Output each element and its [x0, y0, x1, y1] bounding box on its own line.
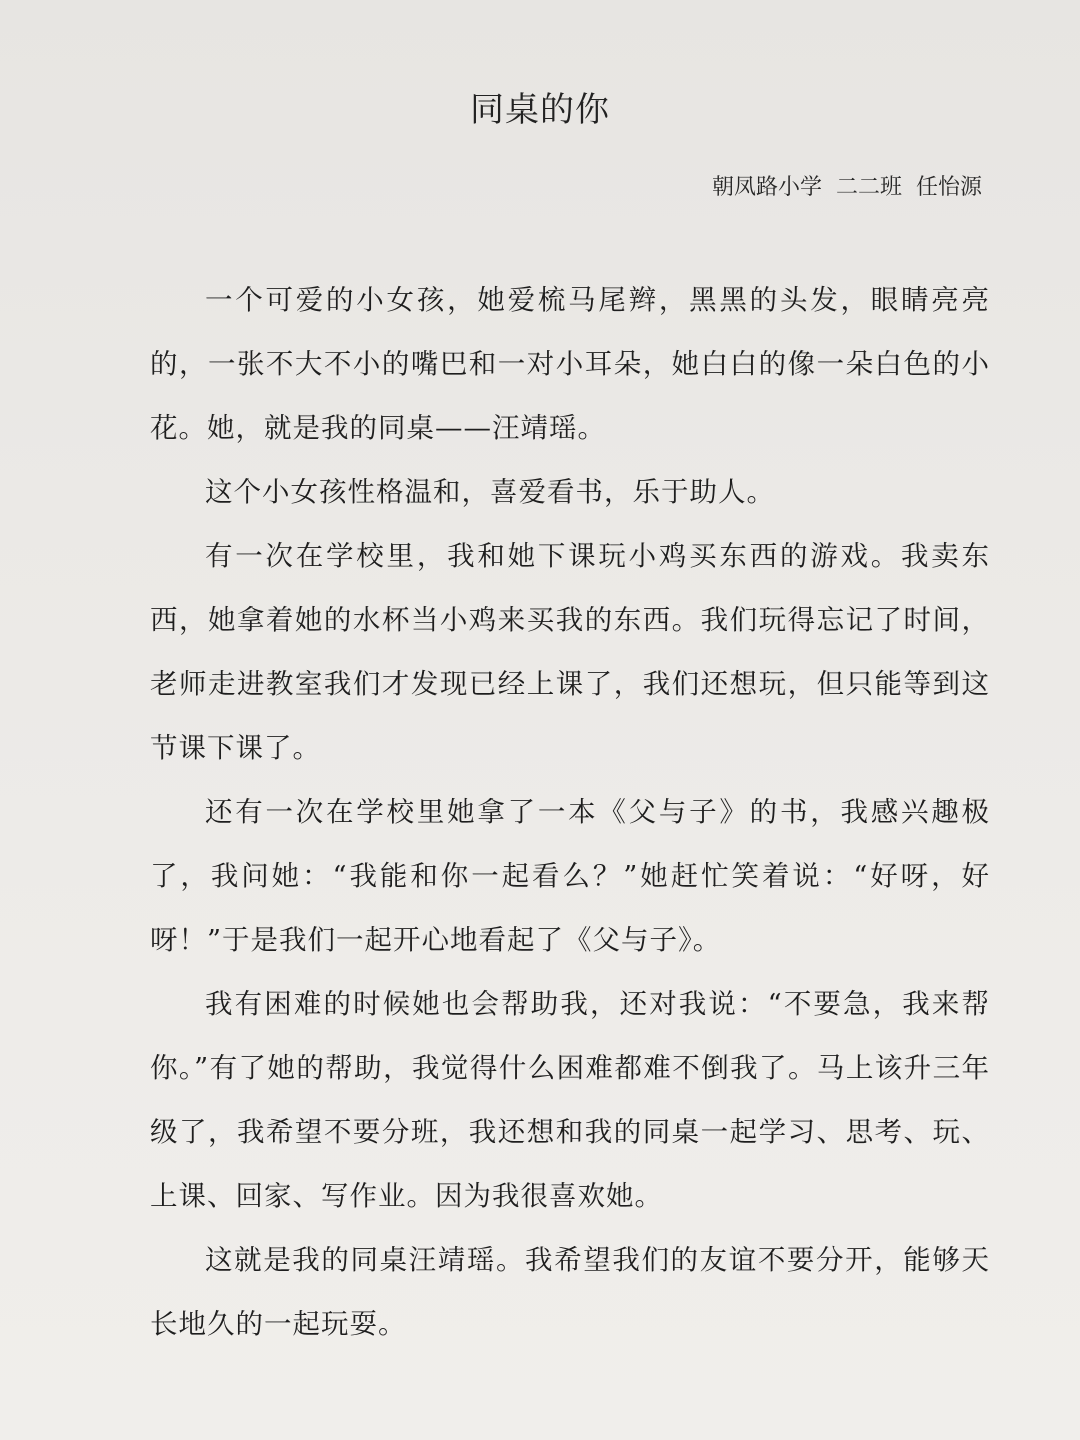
- paragraph-6: 这就是我的同桌汪靖瑶。我希望我们的友谊不要分开，能够天长地久的一起玩耍。: [150, 1244, 990, 1340]
- paragraph-1: 一个可爱的小女孩，她爱梳马尾辫，黑黑的头发，眼睛亮亮的，一张不大不小的嘴巴和一对小耳朵，她白白的像一朵白色的小花。她，就是我的同桌——汪靖瑶。: [150, 284, 990, 444]
- paragraph-5: 我有困难的时候她也会帮助我，还对我说：“不要急，我来帮你。”有了她的帮助，我觉得什么困难都难不倒我了。马上该升三年级了，我希望不要分班，我还想和我的同桌一起学习、思考、玩、上课、回家、写作业。因为我很喜欢她。: [150, 988, 990, 1212]
- essay-title: 同桌的你: [470, 90, 610, 130]
- paragraph-3: 有一次在学校里，我和她下课玩小鸡买东西的游戏。我卖东西，她拿着她的水杯当小鸡来买我的东西。我们玩得忘记了时间，老师走进教室我们才发现已经上课了，我们还想玩，但只能等到这节课下课了。: [150, 540, 990, 764]
- author-byline: 朝凤路小学 二二班 任怡源: [712, 175, 982, 200]
- essay-body: [150, 268, 990, 1356]
- paragraph-2: 这个小女孩性格温和，喜爱看书，乐于助人。: [205, 476, 775, 508]
- paragraph-4: 还有一次在学校里她拿了一本《父与子》的书，我感兴趣极了，我问她：“我能和你一起看么？”她赶忙笑着说：“好呀，好呀！”于是我们一起开心地看起了《父与子》。: [150, 796, 990, 956]
